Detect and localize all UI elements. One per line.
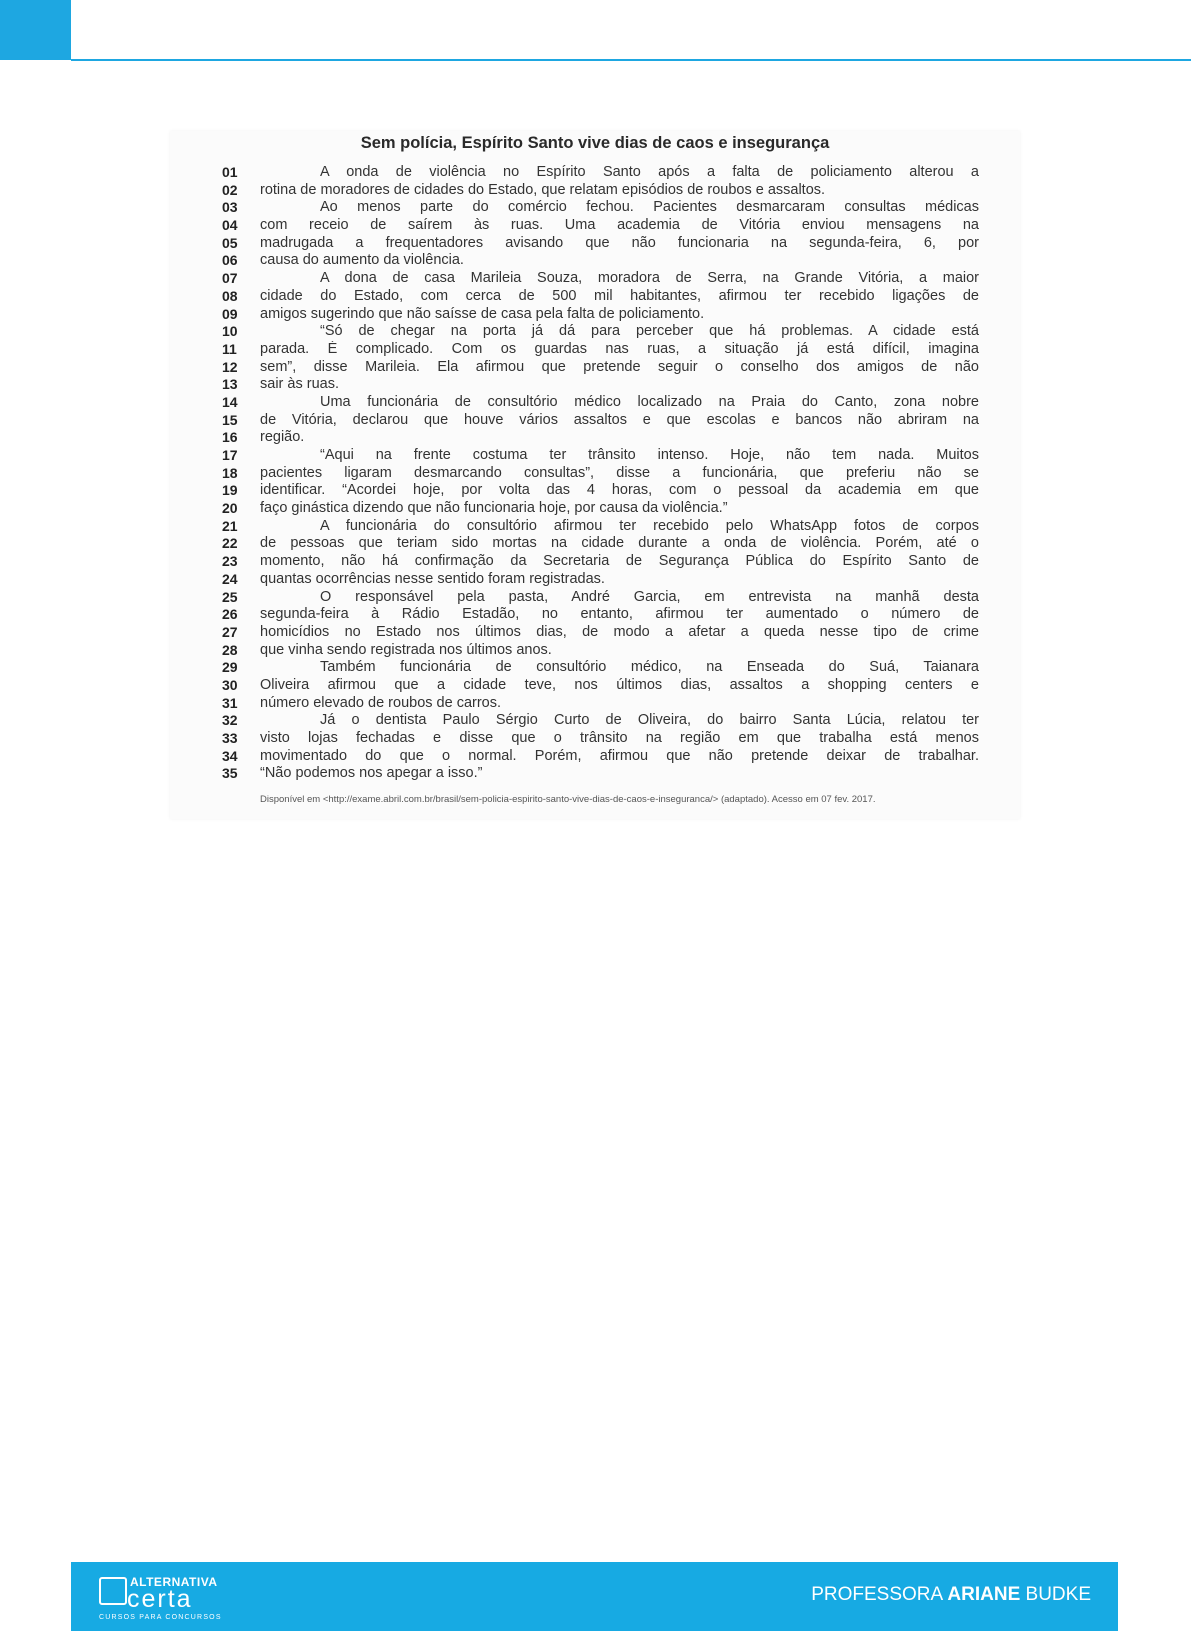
professor-last-name: BUDKE	[1025, 1584, 1091, 1605]
line-text: “Não podemos nos apegar a isso.”	[260, 765, 483, 782]
logo-tagline: CURSOS PARA CONCURSOS	[99, 1614, 222, 1621]
text-line	[170, 270, 1020, 288]
numbered-text-lines	[170, 164, 1020, 783]
line-number: 10	[222, 323, 238, 340]
line-number: 25	[222, 588, 238, 605]
line-number: 28	[222, 641, 238, 658]
text-line	[170, 306, 1020, 324]
text-line	[170, 252, 1020, 270]
line-number: 02	[222, 181, 238, 198]
line-number: 09	[222, 305, 238, 322]
line-text: “Aqui na frente costuma ter trânsito intenso. Hoje, não tem nada. Muitos	[320, 447, 979, 463]
line-text: número elevado de roubos de carros.	[260, 694, 502, 711]
line-number: 22	[222, 535, 238, 552]
text-line	[170, 624, 1020, 642]
text-line	[170, 677, 1020, 695]
text-line	[170, 518, 1020, 536]
line-number: 35	[222, 765, 238, 782]
line-number: 24	[222, 570, 238, 587]
text-line	[170, 235, 1020, 253]
professor-name	[811, 1584, 1091, 1606]
line-number: 15	[222, 411, 238, 428]
line-number: 11	[222, 340, 237, 357]
line-number: 04	[222, 217, 238, 234]
line-number: 08	[222, 287, 238, 304]
line-text: rotina de moradores de cidades do Estado, que relatam episódios de roubos e assaltos.	[260, 181, 826, 198]
line-number: 14	[222, 393, 238, 410]
line-text: homicídios no Estado nos últimos dias, de modo a afetar a queda nesse tipo de crime	[260, 623, 979, 640]
line-text: pacientes ligaram desmarcando consultas”, disse a funcionária, que preferiu não se	[260, 464, 979, 481]
line-number: 07	[222, 270, 238, 287]
document-title: Sem polícia, Espírito Santo vive dias de caos e insegurança	[360, 134, 830, 152]
page-footer	[71, 1562, 1118, 1631]
line-number: 12	[222, 358, 238, 375]
line-number: 01	[222, 164, 238, 180]
line-text: momento, não há confirmação da Secretaria de Segurança Pública do Espírito Santo de	[260, 553, 979, 570]
line-number: 23	[222, 553, 238, 570]
line-text: A dona de casa Marileia Souza, moradora de Serra, na Grande Vitória, a maior	[320, 270, 979, 287]
line-text: região.	[260, 429, 305, 446]
logo-top-text: ALTERNATIVA	[130, 1575, 218, 1589]
scanned-text-excerpt	[170, 131, 1020, 819]
line-number: 21	[222, 517, 238, 534]
text-line	[170, 429, 1020, 447]
text-line	[170, 571, 1020, 589]
text-line	[170, 659, 1020, 677]
line-number: 05	[222, 234, 238, 251]
text-line	[170, 341, 1020, 359]
line-text: de Vitória, declarou que houve vários assaltos e que escolas e bancos não abriram na	[260, 411, 979, 428]
text-line	[170, 465, 1020, 483]
line-text: segunda-feira à Rádio Estadão, no entanto, afirmou ter aumentado o número de	[260, 606, 979, 623]
text-line	[170, 482, 1020, 500]
text-line	[170, 288, 1020, 306]
line-text: Oliveira afirmou que a cidade teve, nos últimos dias, assaltos a shopping centers e	[260, 676, 979, 693]
text-line	[170, 765, 1020, 783]
line-number: 29	[222, 659, 238, 676]
line-text: A funcionária do consultório afirmou ter recebido pelo WhatsApp fotos de corpos	[320, 517, 979, 534]
line-number: 31	[222, 694, 238, 711]
line-number: 18	[222, 464, 238, 481]
header-divider	[71, 59, 1191, 61]
line-text: que vinha sendo registrada nos últimos anos.	[260, 641, 552, 658]
text-line	[170, 182, 1020, 200]
line-text: sair às ruas.	[260, 376, 339, 393]
line-text: amigos sugerindo que não saísse de casa pela falta de policiamento.	[260, 305, 705, 322]
line-number: 34	[222, 747, 238, 764]
text-line	[170, 394, 1020, 412]
text-line	[170, 606, 1020, 624]
line-text: Já o dentista Paulo Sérgio Curto de Oliveira, do bairro Santa Lúcia, relatou ter	[320, 712, 979, 729]
line-number: 13	[222, 376, 238, 393]
line-number: 06	[222, 252, 238, 269]
logo-mark-icon	[99, 1577, 127, 1605]
text-line	[170, 553, 1020, 571]
text-line	[170, 730, 1020, 748]
text-line	[170, 695, 1020, 713]
text-line	[170, 359, 1020, 377]
line-number: 03	[222, 199, 238, 216]
text-line	[170, 323, 1020, 341]
line-number: 26	[222, 606, 238, 623]
line-text: sem”, disse Marileia. Ela afirmou que pretende seguir o conselho dos amigos de não	[260, 358, 979, 375]
text-line	[170, 642, 1020, 660]
line-text: com receio de saírem às ruas. Uma academia de Vitória enviou mensagens na	[260, 217, 979, 234]
line-text: parada. É complicado. Com os guardas nas ruas, a situação já está difícil, imagina	[260, 340, 979, 357]
line-text: causa do aumento da violência.	[260, 252, 464, 269]
line-text: quantas ocorrências nesse sentido foram registradas.	[260, 570, 605, 587]
text-line	[170, 164, 1020, 182]
text-line	[170, 500, 1020, 518]
line-number: 27	[222, 623, 238, 640]
text-line	[170, 376, 1020, 394]
line-text: O responsável pela pasta, André Garcia, em entrevista na manhã desta	[320, 588, 979, 605]
text-line	[170, 412, 1020, 430]
line-text: faço ginástica dizendo que não funcionaria hoje, por causa da violência.”	[260, 500, 728, 517]
professor-prefix: PROFESSORA	[811, 1584, 943, 1605]
line-text: cidade do Estado, com cerca de 500 mil habitantes, afirmou ter recebido ligações de	[260, 287, 979, 304]
line-number: 32	[222, 712, 238, 729]
line-number: 19	[222, 482, 238, 499]
line-number: 20	[222, 500, 238, 517]
line-text: visto lojas fechadas e disse que o trânsito na região em que trabalha está menos	[260, 730, 979, 746]
line-text: A onda de violência no Espírito Santo após a falta de policiamento alterou a	[320, 164, 979, 180]
line-text: Uma funcionária de consultório médico localizado na Praia do Canto, zona nobre	[320, 393, 979, 410]
line-text: de pessoas que teriam sido mortas na cidade durante a onda de violência. Porém, até o	[260, 535, 979, 552]
source-citation: Disponível em <http://exame.abril.com.br/brasil/sem-policia-espirito-santo-vive-dias-de-caos-e-inseguranca/> (adaptado). Acesso em 07 fev. 2017.	[260, 794, 876, 805]
text-line	[170, 748, 1020, 766]
text-line	[170, 535, 1020, 553]
text-line	[170, 199, 1020, 217]
line-text: Ao menos parte do comércio fechou. Pacientes desmarcaram consultas médicas	[320, 199, 979, 216]
header-accent-block	[0, 0, 71, 60]
brand-logo	[99, 1574, 239, 1624]
line-text: “Só de chegar na porta já dá para perceber que há problemas. A cidade está	[320, 323, 979, 340]
text-line	[170, 712, 1020, 730]
text-line	[170, 589, 1020, 607]
logo-main-text: certa	[127, 1585, 193, 1613]
line-text: movimentado do que o normal. Porém, afirmou que não pretende deixar de trabalhar.	[260, 747, 979, 764]
line-text: madrugada a frequentadores avisando que não funcionaria na segunda-feira, 6, por	[260, 234, 979, 251]
line-number: 33	[222, 730, 238, 746]
text-line	[170, 447, 1020, 465]
line-text: Também funcionária de consultório médico, na Enseada do Suá, Taianara	[320, 659, 979, 676]
professor-first-name: ARIANE	[947, 1584, 1021, 1605]
line-number: 16	[222, 429, 238, 446]
line-text: identificar. “Acordei hoje, por volta das 4 horas, com o pessoal da academia em que	[260, 482, 979, 499]
text-line	[170, 217, 1020, 235]
line-number: 17	[222, 447, 238, 463]
line-number: 30	[222, 676, 238, 693]
